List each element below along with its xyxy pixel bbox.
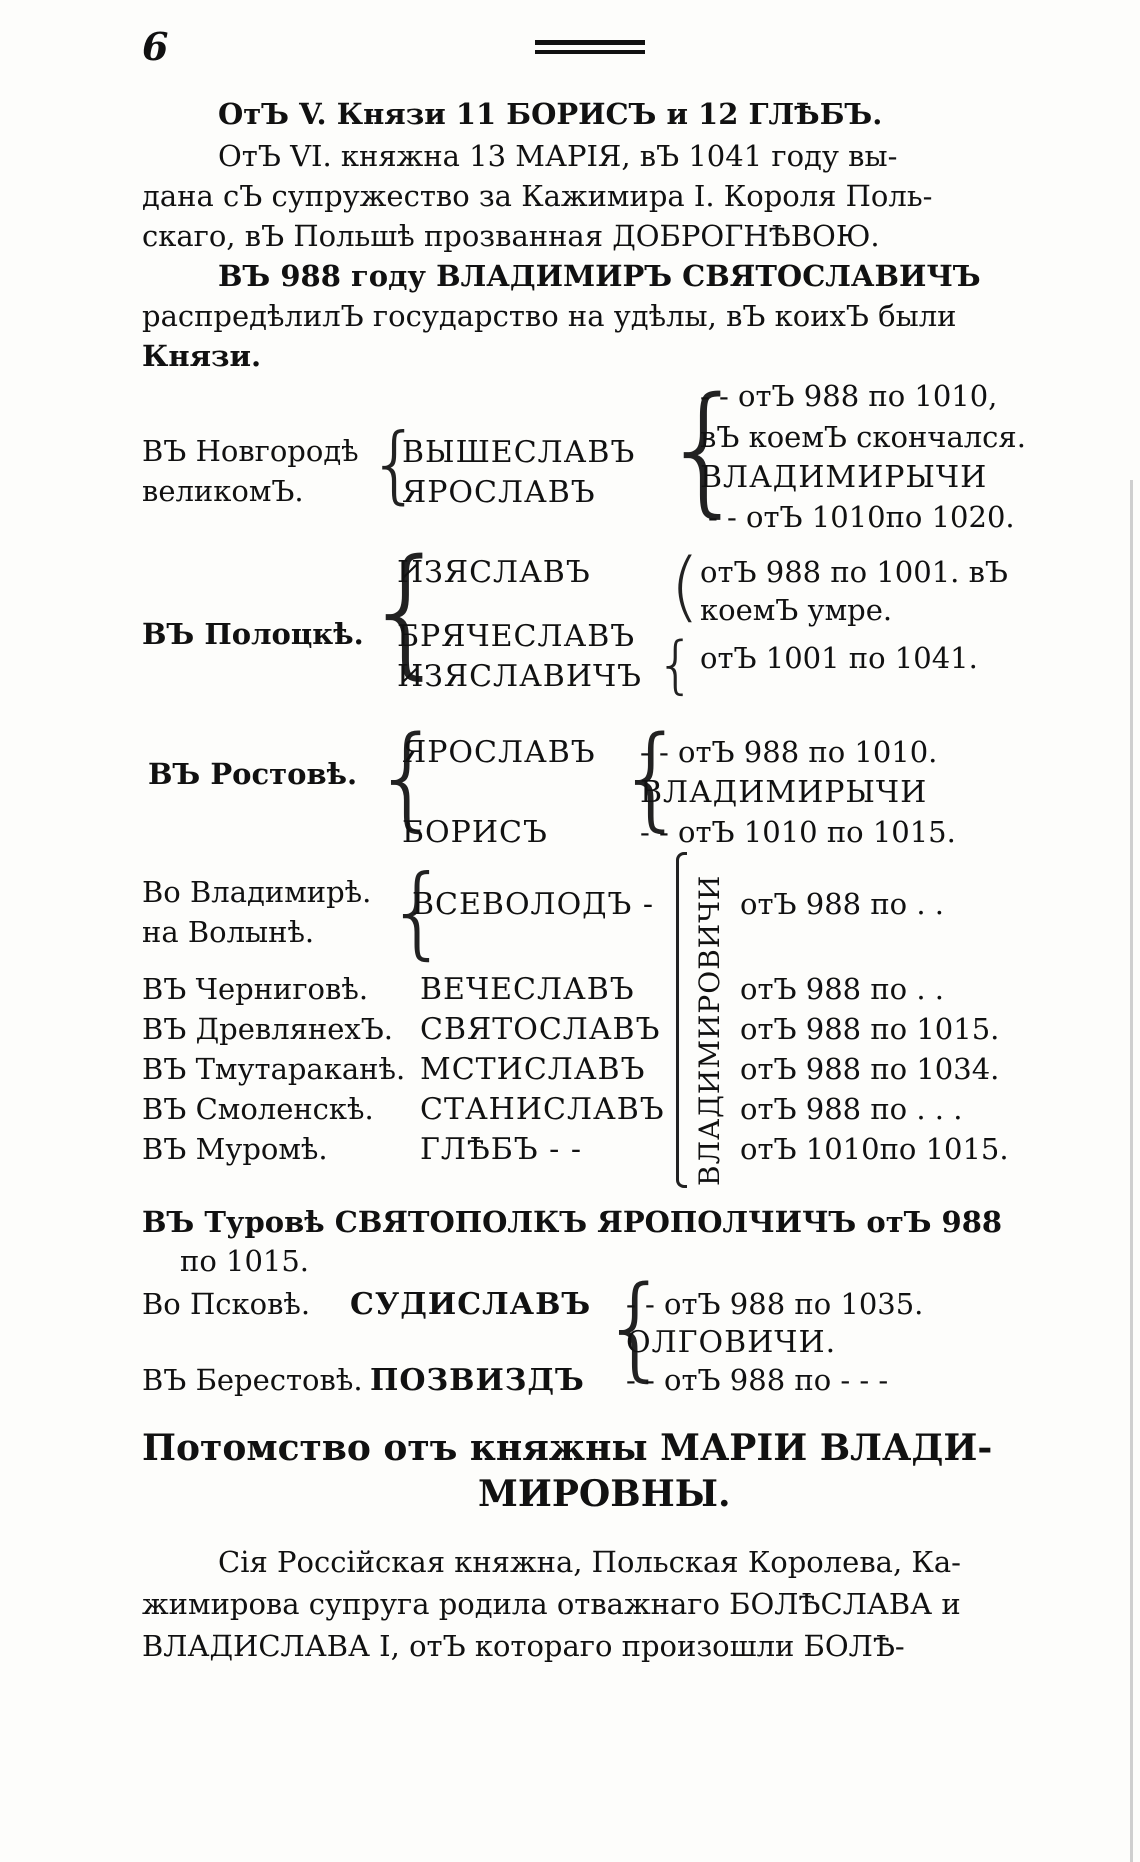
polotsk-term-1: отЪ 988 по 1001. вЪ [700, 555, 1008, 589]
vladimir-name: ВСЕВОЛОДЪ - [412, 887, 655, 922]
header-rule-top [535, 40, 645, 45]
brace-icon: { [660, 368, 750, 531]
vladimir-place-2: на Волынѣ. [142, 915, 315, 949]
berestov-name: ПОЗВИЗДЪ [370, 1363, 585, 1398]
polotsk-name-1: ИЗЯСЛАВЪ [397, 555, 591, 590]
section-heading-line-2: МИРОВНЫ. [478, 1473, 731, 1515]
novgorod-term-4: - - отЪ 1010по 1020. [708, 500, 1015, 534]
novgorod-term-1: - - отЪ 988 по 1010, [700, 379, 998, 413]
row-place: ВЪ Тмутараканѣ. [142, 1052, 406, 1086]
polotsk-place: ВЪ Полоцкѣ. [142, 617, 364, 651]
intro-line-5: ВЪ 988 году ВЛАДИМИРЪ СВЯТОСЛАВИЧЪ [218, 259, 981, 293]
polotsk-term-3: отЪ 1001 по 1041. [700, 641, 978, 675]
group-label-vertical: ВЛАДИМИРОВИЧИ [693, 874, 726, 1186]
brace-icon: { [372, 713, 444, 843]
berestov-place: ВЪ Берестовѣ. [142, 1363, 363, 1397]
row-term: отЪ 988 по . . . [740, 1092, 963, 1126]
row-name: СВЯТОСЛАВЪ [420, 1012, 661, 1047]
row-place: ВЪ Черниговѣ. [142, 972, 369, 1006]
row-place: ВЪ ДревлянехЪ. [142, 1012, 394, 1046]
brace-icon: { [616, 713, 688, 843]
closing-line-3: ВЛАДИСЛАВА I, отЪ котораго произошли БОЛѢ- [142, 1629, 905, 1663]
scan-edge [1130, 480, 1133, 1862]
brace-icon: { [600, 1263, 672, 1393]
row-term: отЪ 988 по 1015. [740, 1012, 1000, 1046]
rostov-name-1: ЯРОСЛАВЪ [402, 735, 596, 770]
pskov-name: СУДИСЛАВЪ [350, 1287, 592, 1322]
brace-icon: { [386, 853, 450, 970]
novgorod-term-3: ВЛАДИМИРЫЧИ [700, 460, 988, 495]
polotsk-name-3: ИЗЯСЛАВИЧЪ [397, 659, 643, 694]
rostov-term-2: ВЛАДИМИРЫЧИ [640, 775, 928, 810]
turov-line-1: ВЪ Туровѣ СВЯТОПОЛКЪ ЯРОПОЛЧИЧЪ отЪ 988 [142, 1205, 1003, 1239]
vladimir-term: отЪ 988 по . . [740, 887, 944, 921]
rostov-term-1: - - отЪ 988 по 1010. [640, 735, 938, 769]
rostov-name-2: БОРИСЪ [402, 815, 548, 850]
novgorod-name-1: ВЫШЕСЛАВЪ [402, 435, 636, 470]
intro-line-6: распредѣлилЪ государство на удѣлы, вЪ коихЪ были [142, 299, 957, 333]
pskov-place: Во Псковѣ. [142, 1287, 311, 1321]
berestov-term: - - отЪ 988 по - - - [626, 1363, 889, 1397]
row-term: отЪ 988 по 1034. [740, 1052, 1000, 1086]
row-place: ВЪ Муромѣ. [142, 1132, 328, 1166]
closing-line-2: жимирова супруга родила отважнаго БОЛѢСЛАВА и [142, 1587, 961, 1621]
novgorod-place-1: ВЪ Новгородѣ [142, 434, 359, 468]
row-name: МСТИСЛАВЪ [420, 1052, 646, 1087]
row-name: ВЕЧЕСЛАВЪ [420, 972, 635, 1007]
vladimir-place-1: Во Владимирѣ. [142, 875, 372, 909]
brace-icon: ( [670, 541, 700, 630]
rostov-term-3: - - отЪ 1010 по 1015. [640, 815, 956, 849]
section-heading-line-1: Потомство отъ княжны МАРІИ ВЛАДИ- [142, 1427, 993, 1469]
pskov-term: - - отЪ 988 по 1035. [626, 1287, 924, 1321]
row-name: СТАНИСЛАВЪ [420, 1092, 665, 1127]
closing-line-1: Сія Россійская княжна, Польская Королева, Ка- [218, 1545, 961, 1579]
group-bracket [676, 852, 687, 1188]
turov-line-2: по 1015. [180, 1244, 310, 1278]
intro-line-3: дана сЪ супружество за Кажимира I. Короля Поль- [142, 179, 933, 213]
intro-line-4: скаго, вЪ Польшѣ прозванная ДОБРОГНѢВОЮ. [142, 219, 880, 253]
novgorod-place-2: великомЪ. [142, 474, 304, 508]
olgovichi-label: ОЛГОВИЧИ. [626, 1325, 837, 1360]
brace-icon: { [656, 628, 696, 701]
row-term: отЪ 988 по . . [740, 972, 944, 1006]
polotsk-term-2: коемЪ умре. [700, 593, 893, 627]
brace-icon: { [362, 530, 452, 693]
rostov-place: ВЪ Ростовѣ. [148, 757, 358, 791]
novgorod-name-2: ЯРОСЛАВЪ [402, 475, 596, 510]
row-name: ГЛѢБЪ - - [420, 1132, 582, 1167]
header-rule-bottom [535, 50, 645, 54]
brace-icon: { [368, 415, 422, 513]
intro-line-1: ОтЪ V. Князи 11 БОРИСЪ и 12 ГЛѢБЪ. [218, 97, 883, 131]
row-place: ВЪ Смоленскѣ. [142, 1092, 374, 1126]
novgorod-term-2: вЪ коемЪ скончался. [700, 420, 1026, 454]
polotsk-name-2: БРЯЧЕСЛАВЪ [397, 619, 636, 654]
page-number: 6 [142, 24, 169, 69]
row-term: отЪ 1010по 1015. [740, 1132, 1009, 1166]
intro-line-2: ОтЪ VI. княжна 13 МАРІЯ, вЪ 1041 году вы- [218, 139, 898, 173]
intro-line-7: Князи. [142, 339, 262, 373]
